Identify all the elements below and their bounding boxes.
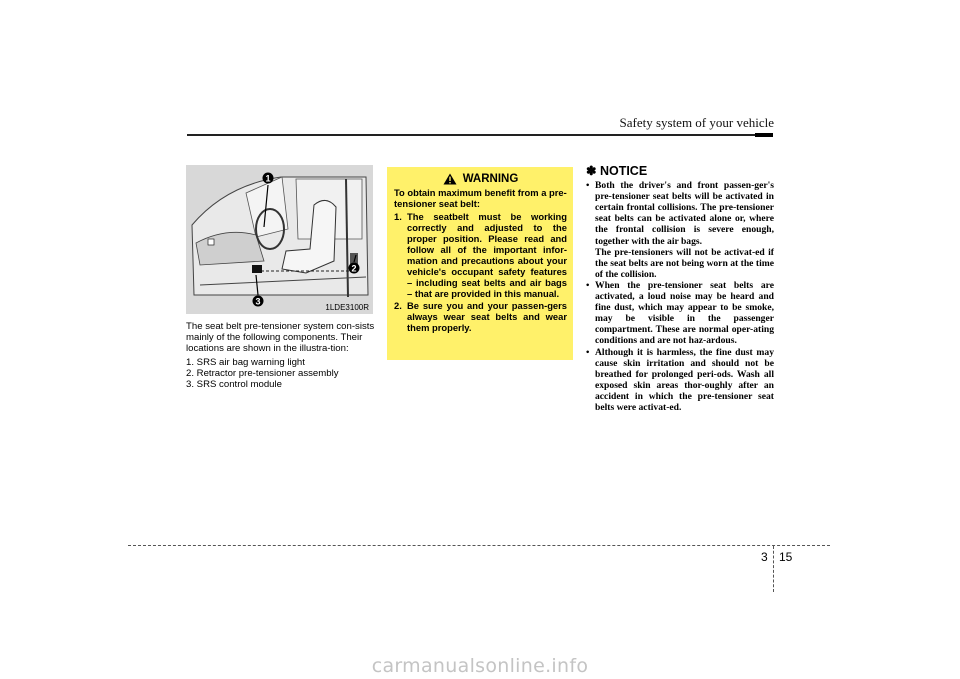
footer-rule [128, 545, 830, 546]
intro-paragraph: The seat belt pre-tensioner system con-sists mainly of the following components. Their locations are shown in the illustra-tion: [186, 321, 375, 355]
list-item: 1. SRS air bag warning light [186, 356, 305, 368]
callout-3-label: 3 [255, 296, 261, 307]
warning-item-text: The seatbelt must be working correctly and adjusted to the proper position. Please read and follow all of the important infor-mation and precautions about your vehicle's occupant safety features – including seat belts and air bags – that are provided in this manual. [407, 211, 567, 299]
warning-item-text: Be sure you and your passen-gers always wear seat belts and wear them properly. [407, 300, 567, 333]
bullet: • [586, 346, 590, 358]
notice-paragraph: Both the driver's and front passen-ger's pre-tensioner seat belts will be activated in certain frontal collisions. The pre-tensioner seat belts can be activated alone or, where the frontal collision is severe enough, together with the air bags. [595, 180, 774, 247]
callout-1-label: 1 [265, 173, 271, 184]
warning-intro: To obtain maximum benefit from a pre-tensioner seat belt: [394, 187, 567, 209]
notice-paragraph: Although it is harmless, the fine dust may cause skin irritation and should not be breathed for prolonged peri-ods. Wash all exposed skin areas thor-oughly after an accident in which the pre-tensioner seat belts were activat-ed. [595, 346, 774, 413]
notice-item [586, 280, 774, 347]
warning-box [387, 167, 573, 360]
notice-item [586, 347, 774, 414]
figure-code: 1LDE3100R [325, 303, 369, 312]
warning-triangle-icon [443, 173, 457, 185]
bullet: • [586, 180, 590, 192]
watermark: carmanualsonline.info [371, 655, 589, 677]
notice-title: ✽ NOTICE [586, 164, 648, 178]
warning-item [394, 300, 567, 333]
list-item: 2. Retractor pre-tensioner assembly [186, 367, 339, 379]
header-title: Safety system of your vehicle [619, 115, 774, 130]
page-number: 15 [779, 550, 793, 564]
notice-paragraph: When the pre-tensioner seat belts are activated, a loud noise may be heard and fine dust, which may appear to be smoke, may be visible in the passenger compartment. These are normal oper-ating conditions and are not haz-ardous. [595, 279, 774, 347]
warning-header [394, 173, 567, 185]
notice-item [586, 180, 774, 280]
intro-column [186, 321, 376, 390]
footer-divider [773, 546, 774, 592]
header-tab-marker [755, 133, 773, 137]
seatbelt-illustration [186, 165, 373, 314]
warning-item-number: 1. [394, 211, 402, 222]
list-item: 3. SRS control module [186, 379, 282, 391]
car-interior-drawing [186, 165, 373, 314]
notice-paragraph: The pre-tensioners will not be activat-ed if the seat belts are not being worn at the time of the collision. [595, 246, 774, 280]
header-rule [187, 134, 773, 136]
notice-section [586, 166, 774, 413]
bullet: • [586, 279, 590, 291]
callout-2-label: 2 [351, 263, 357, 274]
chapter-number: 3 [761, 550, 768, 564]
warning-item [394, 211, 567, 299]
warning-item-number: 2. [394, 300, 402, 311]
warning-title: WARNING [462, 172, 519, 185]
